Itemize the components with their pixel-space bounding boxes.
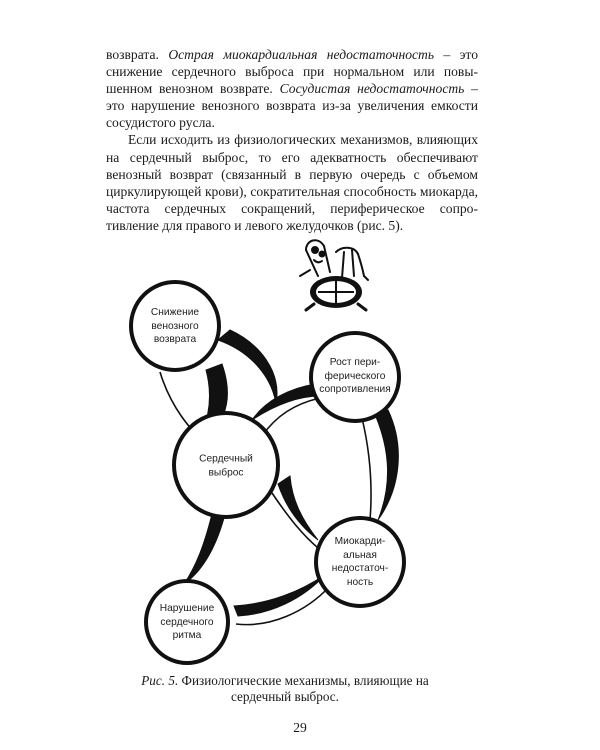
label-line: венозного <box>151 320 199 332</box>
label-line: сердечного <box>160 616 214 628</box>
edge-resistance-to-myocardial <box>362 410 398 520</box>
term-vascular-insufficiency: Сосудистая недостаточность <box>279 81 465 97</box>
label-heart-rhythm <box>160 602 215 643</box>
label-line: ность <box>346 576 374 588</box>
figure-ref: Рис. 5. <box>141 673 179 688</box>
label-line: Рост пери- <box>329 356 381 368</box>
paragraph-2: Если исходить из физиологических механизмов, влияющих на сердечный выброс, то его адекватность обеспечивают венозный возврат (связанный в первую очередь с объемом циркулирующей крови), сократительная способность миокарда, частота сердечных сокращений, периферическое сопротивление для правого и левого желудочков (рис. 5). <box>106 132 478 233</box>
label-line: альная <box>343 549 377 561</box>
page-number: 29 <box>293 720 307 735</box>
label-line: Миокарди- <box>334 536 386 547</box>
edge-output-to-myocardial <box>270 476 318 548</box>
caption-text: Физиологические механизмы, влияющие на сердечный выброс. <box>178 673 429 704</box>
label-line: недостаточ- <box>331 563 389 574</box>
label-line: ферического <box>324 370 386 382</box>
paragraph-1-text-b: – это снижение сердечного выброса при нормальном или повышенном венозном возврате. <box>106 47 478 97</box>
paragraph-1-text-c: – это нарушение венозного возврата из-за увеличения емкости сосудистого русла. <box>106 81 478 131</box>
label-line: сопротивления <box>319 383 391 395</box>
label-peripheral-resistance <box>319 356 390 397</box>
label-line: Снижение <box>150 306 200 318</box>
label-cardiac-output <box>199 453 253 480</box>
edge-rhythm-to-myocardial <box>234 574 330 625</box>
paragraph-1-text-a: возврата. <box>106 47 169 62</box>
label-myocardial-insufficiency <box>332 535 388 589</box>
edge-output-to-rhythm <box>184 514 224 584</box>
label-line: ритма <box>172 629 202 641</box>
label-line: Сердечный <box>199 453 253 465</box>
figure-caption <box>120 673 450 704</box>
label-line: возврата <box>153 333 197 345</box>
label-venous-return <box>151 306 199 347</box>
term-acute-myocardial-insufficiency: Острая миокардиальная недостаточность <box>168 47 435 62</box>
label-line: Нарушение <box>159 602 215 614</box>
label-line: выброс <box>208 467 244 478</box>
